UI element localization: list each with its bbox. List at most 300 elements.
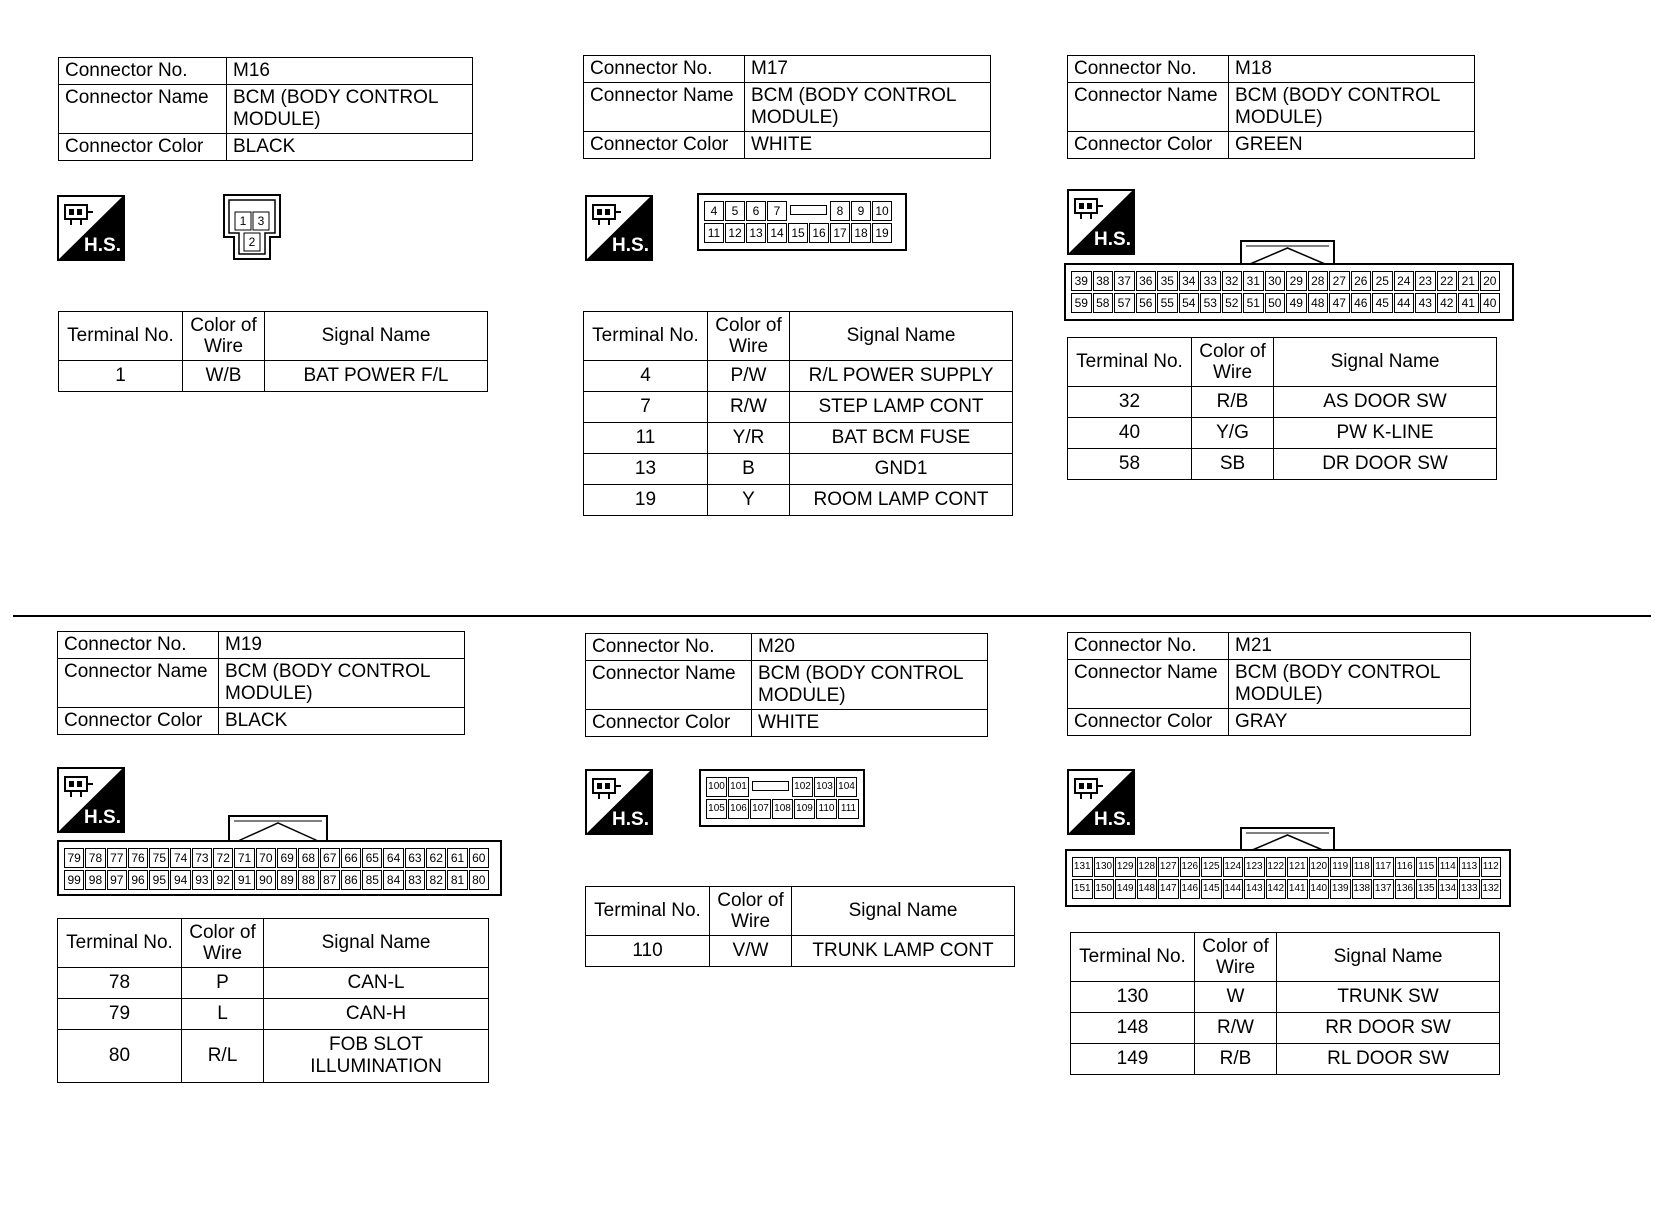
connector-info-table [1067,55,1475,159]
pin-10: 10 [872,201,892,221]
pin-127: 127 [1158,857,1179,877]
pin-149: 149 [1115,879,1136,899]
pin-58: 58 [1093,293,1114,313]
pin-81: 81 [447,870,467,890]
pin-29: 29 [1286,271,1307,291]
cell-wire-color: R/B [1195,1044,1277,1075]
cell-signal-name: STEP LAMP CONT [790,392,1013,423]
pin-68: 68 [298,848,318,868]
cell-signal-name: CAN-H [264,999,489,1030]
pin-16: 16 [809,223,829,243]
pin-137: 137 [1373,879,1394,899]
pin-72: 72 [213,848,233,868]
header-terminal-no: Terminal No. [1071,933,1195,982]
cell-wire-color: Y [708,485,790,516]
value-connector-no: M21 [1229,633,1471,660]
pin-blank [788,201,829,221]
label-connector-no: Connector No. [1068,56,1229,83]
pin-97: 97 [107,870,127,890]
label-connector-no: Connector No. [59,58,227,85]
pin-119: 119 [1330,857,1351,877]
pin-124: 124 [1223,857,1244,877]
pin-151: 151 [1072,879,1093,899]
cell-terminal-no: 13 [584,454,708,485]
pin-15: 15 [788,223,808,243]
cell-wire-color: Y/R [708,423,790,454]
pin-42: 42 [1437,293,1458,313]
cell-wire-color: P/W [708,361,790,392]
cell-signal-name: CAN-L [264,968,489,999]
connector-pin-diagram [1065,849,1511,907]
pin-20: 20 [1480,271,1501,291]
connector-pin-diagram [697,193,907,251]
pin-12: 12 [725,223,745,243]
header-signal-name: Signal Name [1274,338,1497,387]
pin-74: 74 [170,848,190,868]
cell-signal-name: GND1 [790,454,1013,485]
table-row [1071,1013,1500,1044]
table-row [58,968,489,999]
pin-67: 67 [320,848,340,868]
pin-93: 93 [192,870,212,890]
cell-terminal-no: 1 [59,361,183,392]
pin-117: 117 [1373,857,1394,877]
table-row [58,999,489,1030]
label-connector-no: Connector No. [586,634,752,661]
pin-39: 39 [1071,271,1092,291]
harness-side-icon [1067,769,1135,835]
pin-54: 54 [1179,293,1200,313]
pin-38: 38 [1093,271,1114,291]
label-connector-color: Connector Color [58,708,219,735]
value-connector-name: BCM (BODY CONTROL MODULE) [1229,660,1471,709]
label-connector-no: Connector No. [1068,633,1229,660]
pin-8: 8 [830,201,850,221]
pin-47: 47 [1329,293,1350,313]
table-row [584,423,1013,454]
value-connector-color: BLACK [219,708,465,735]
pin-146: 146 [1180,879,1201,899]
pin-70: 70 [256,848,276,868]
label-connector-name: Connector Name [1068,83,1229,132]
label-connector-name: Connector Name [586,661,752,710]
header-color-of-wire: Color of Wire [183,312,265,361]
pin-138: 138 [1352,879,1373,899]
table-row [59,361,488,392]
label-connector-no: Connector No. [58,632,219,659]
cell-signal-name: BAT BCM FUSE [790,423,1013,454]
pin-27: 27 [1329,271,1350,291]
cell-terminal-no: 79 [58,999,182,1030]
connector-info-table [57,631,465,735]
pin-row [1071,271,1501,291]
cell-signal-name: RR DOOR SW [1277,1013,1500,1044]
pin-150: 150 [1094,879,1115,899]
cell-wire-color: Y/G [1192,418,1274,449]
pin-5: 5 [725,201,745,221]
pin-63: 63 [405,848,425,868]
pin-9: 9 [851,201,871,221]
header-signal-name: Signal Name [264,919,489,968]
value-connector-color: GRAY [1229,709,1471,736]
pin-103: 103 [814,777,835,797]
label-connector-name: Connector Name [59,85,227,134]
header-terminal-no: Terminal No. [584,312,708,361]
cell-terminal-no: 32 [1068,387,1192,418]
pin-128: 128 [1137,857,1158,877]
connector-info-table [1067,632,1471,736]
pin-56: 56 [1136,293,1157,313]
label-connector-color: Connector Color [584,132,745,159]
pin-28: 28 [1308,271,1329,291]
pin-85: 85 [362,870,382,890]
cell-wire-color: R/W [708,392,790,423]
terminal-table [1067,337,1497,480]
cell-wire-color: W/B [183,361,265,392]
pin-59: 59 [1071,293,1092,313]
table-row [1068,418,1497,449]
pin-105: 105 [706,799,727,819]
pin-101: 101 [728,777,749,797]
harness-side-icon [585,195,653,261]
pin-82: 82 [426,870,446,890]
connector-pin-diagram [222,193,282,261]
table-row [1071,1044,1500,1075]
header-signal-name: Signal Name [1277,933,1500,982]
value-connector-no: M18 [1229,56,1475,83]
pin-64: 64 [383,848,403,868]
pin-51: 51 [1243,293,1264,313]
pin-17: 17 [830,223,850,243]
cell-signal-name: FOB SLOT ILLUMINATION [264,1030,489,1083]
cell-terminal-no: 19 [584,485,708,516]
value-connector-color: BLACK [227,134,473,161]
value-connector-no: M16 [227,58,473,85]
pin-34: 34 [1179,271,1200,291]
terminal-table [57,918,489,1083]
pin-32: 32 [1222,271,1243,291]
value-connector-color: WHITE [745,132,991,159]
pin-115: 115 [1416,857,1437,877]
pin-53: 53 [1200,293,1221,313]
pin-37: 37 [1114,271,1135,291]
cell-wire-color: V/W [710,936,792,967]
value-connector-name: BCM (BODY CONTROL MODULE) [219,659,465,708]
cell-wire-color: B [708,454,790,485]
pin-3: 3 [257,214,265,228]
pin-75: 75 [149,848,169,868]
header-signal-name: Signal Name [792,887,1015,936]
header-terminal-no: Terminal No. [1068,338,1192,387]
pin-123: 123 [1244,857,1265,877]
connector-info-table [58,57,473,161]
table-row [584,392,1013,423]
hs-label: H.S. [1094,809,1131,830]
terminal-table [583,311,1013,516]
cell-terminal-no: 130 [1071,982,1195,1013]
cell-terminal-no: 110 [586,936,710,967]
section-divider [13,615,1651,617]
pin-19: 19 [872,223,892,243]
cell-signal-name: PW K-LINE [1274,418,1497,449]
value-connector-no: M17 [745,56,991,83]
pin-33: 33 [1200,271,1221,291]
cell-signal-name: RL DOOR SW [1277,1044,1500,1075]
table-row [586,936,1015,967]
cell-wire-color: W [1195,982,1277,1013]
pin-79: 79 [64,848,84,868]
pin-23: 23 [1415,271,1436,291]
header-color-of-wire: Color of Wire [1195,933,1277,982]
label-connector-name: Connector Name [584,83,745,132]
cell-terminal-no: 40 [1068,418,1192,449]
pin-50: 50 [1265,293,1286,313]
pin-145: 145 [1201,879,1222,899]
header-color-of-wire: Color of Wire [710,887,792,936]
pin-11: 11 [704,223,724,243]
pin-43: 43 [1415,293,1436,313]
pin-26: 26 [1351,271,1372,291]
pin-6: 6 [746,201,766,221]
pin-49: 49 [1286,293,1307,313]
pin-24: 24 [1394,271,1415,291]
pin-73: 73 [192,848,212,868]
pin-57: 57 [1114,293,1135,313]
hs-label: H.S. [84,235,121,256]
pin-76: 76 [128,848,148,868]
pin-120: 120 [1309,857,1330,877]
pin-100: 100 [706,777,727,797]
pin-102: 102 [792,777,813,797]
cell-wire-color: P [182,968,264,999]
value-connector-color: WHITE [752,710,988,737]
pin-62: 62 [426,848,446,868]
cell-signal-name: TRUNK LAMP CONT [792,936,1015,967]
pin-13: 13 [746,223,766,243]
table-row [1068,387,1497,418]
hs-label: H.S. [612,809,649,830]
header-terminal-no: Terminal No. [59,312,183,361]
pin-44: 44 [1394,293,1415,313]
table-row [584,485,1013,516]
value-connector-name: BCM (BODY CONTROL MODULE) [1229,83,1475,132]
pin-65: 65 [362,848,382,868]
pin-89: 89 [277,870,297,890]
label-connector-color: Connector Color [586,710,752,737]
pin-80: 80 [469,870,489,890]
pin-118: 118 [1352,857,1373,877]
pin-row [64,870,490,890]
harness-side-icon [1067,189,1135,255]
cell-terminal-no: 11 [584,423,708,454]
hs-label: H.S. [1094,229,1131,250]
label-connector-no: Connector No. [584,56,745,83]
pin-142: 142 [1266,879,1287,899]
pin-83: 83 [405,870,425,890]
pin-row [706,799,860,819]
pin-140: 140 [1309,879,1330,899]
pin-row [64,848,490,868]
connector-pin-diagram [57,840,502,896]
pin-112: 112 [1481,857,1502,877]
cell-wire-color: R/W [1195,1013,1277,1044]
pin-55: 55 [1157,293,1178,313]
pin-69: 69 [277,848,297,868]
cell-wire-color: L [182,999,264,1030]
table-row [584,361,1013,392]
pin-143: 143 [1244,879,1265,899]
pin-1: 1 [239,214,247,228]
cell-terminal-no: 148 [1071,1013,1195,1044]
pin-98: 98 [85,870,105,890]
pin-row [1072,879,1502,899]
pin-4: 4 [704,201,724,221]
connector-info-table [585,633,988,737]
pin-125: 125 [1201,857,1222,877]
value-connector-no: M19 [219,632,465,659]
hs-label: H.S. [612,235,649,256]
pin-row [706,777,858,797]
pin-25: 25 [1372,271,1393,291]
pin-110: 110 [816,799,837,819]
pin-84: 84 [383,870,403,890]
pin-52: 52 [1222,293,1243,313]
pin-14: 14 [767,223,787,243]
pin-88: 88 [298,870,318,890]
header-terminal-no: Terminal No. [58,919,182,968]
pin-134: 134 [1438,879,1459,899]
label-connector-name: Connector Name [58,659,219,708]
pin-86: 86 [341,870,361,890]
cell-terminal-no: 4 [584,361,708,392]
label-connector-color: Connector Color [1068,709,1229,736]
pin-35: 35 [1157,271,1178,291]
cell-wire-color: SB [1192,449,1274,480]
pin-133: 133 [1459,879,1480,899]
pin-109: 109 [794,799,815,819]
pin-40: 40 [1480,293,1501,313]
pin-99: 99 [64,870,84,890]
pin-141: 141 [1287,879,1308,899]
terminal-table [58,311,488,392]
pin-94: 94 [170,870,190,890]
table-row [58,1030,489,1083]
pin-130: 130 [1094,857,1115,877]
pin-30: 30 [1265,271,1286,291]
pin-21: 21 [1458,271,1479,291]
label-connector-color: Connector Color [59,134,227,161]
pin-96: 96 [128,870,148,890]
cell-terminal-no: 80 [58,1030,182,1083]
pin-7: 7 [767,201,787,221]
pin-121: 121 [1287,857,1308,877]
pin-111: 111 [838,799,859,819]
pin-108: 108 [772,799,793,819]
label-connector-name: Connector Name [1068,660,1229,709]
cell-signal-name: BAT POWER F/L [265,361,488,392]
cell-signal-name: R/L POWER SUPPLY [790,361,1013,392]
cell-terminal-no: 58 [1068,449,1192,480]
pin-45: 45 [1372,293,1393,313]
cell-terminal-no: 7 [584,392,708,423]
pin-92: 92 [213,870,233,890]
label-connector-color: Connector Color [1068,132,1229,159]
pin-90: 90 [256,870,276,890]
value-connector-name: BCM (BODY CONTROL MODULE) [745,83,991,132]
cell-wire-color: R/L [182,1030,264,1083]
harness-side-icon [57,195,125,261]
pin-106: 106 [728,799,749,819]
pin-row [1072,857,1502,877]
header-color-of-wire: Color of Wire [708,312,790,361]
pin-114: 114 [1438,857,1459,877]
cell-signal-name: ROOM LAMP CONT [790,485,1013,516]
connector-pin-diagram [699,769,865,827]
pin-71: 71 [234,848,254,868]
harness-side-icon [57,767,125,833]
pin-147: 147 [1158,879,1179,899]
terminal-table [585,886,1015,967]
cell-wire-color: R/B [1192,387,1274,418]
pin-31: 31 [1243,271,1264,291]
pin-87: 87 [320,870,340,890]
connector-lock-tab [228,815,328,843]
pin-row [704,223,893,243]
value-connector-name: BCM (BODY CONTROL MODULE) [752,661,988,710]
cell-terminal-no: 78 [58,968,182,999]
table-row [584,454,1013,485]
pin-104: 104 [836,777,857,797]
pin-41: 41 [1458,293,1479,313]
pin-row [704,201,893,221]
pin-95: 95 [149,870,169,890]
pin-48: 48 [1308,293,1329,313]
pin-122: 122 [1266,857,1287,877]
pin-113: 113 [1459,857,1480,877]
pin-36: 36 [1136,271,1157,291]
value-connector-no: M20 [752,634,988,661]
harness-side-icon [585,769,653,835]
pin-row [1071,293,1501,313]
pin-91: 91 [234,870,254,890]
pin-78: 78 [85,848,105,868]
pin-132: 132 [1481,879,1502,899]
pin-61: 61 [447,848,467,868]
pin-60: 60 [469,848,489,868]
pin-144: 144 [1223,879,1244,899]
header-signal-name: Signal Name [790,312,1013,361]
pin-148: 148 [1137,879,1158,899]
value-connector-name: BCM (BODY CONTROL MODULE) [227,85,473,134]
header-signal-name: Signal Name [265,312,488,361]
header-color-of-wire: Color of Wire [182,919,264,968]
pin-77: 77 [107,848,127,868]
pin-139: 139 [1330,879,1351,899]
table-row [1071,982,1500,1013]
cell-signal-name: AS DOOR SW [1274,387,1497,418]
hs-label: H.S. [84,807,121,828]
pin-46: 46 [1351,293,1372,313]
cell-terminal-no: 149 [1071,1044,1195,1075]
pin-131: 131 [1072,857,1093,877]
connector-info-table [583,55,991,159]
terminal-table [1070,932,1500,1075]
pin-129: 129 [1115,857,1136,877]
cell-signal-name: DR DOOR SW [1274,449,1497,480]
pin-22: 22 [1437,271,1458,291]
pin-107: 107 [750,799,771,819]
header-terminal-no: Terminal No. [586,887,710,936]
